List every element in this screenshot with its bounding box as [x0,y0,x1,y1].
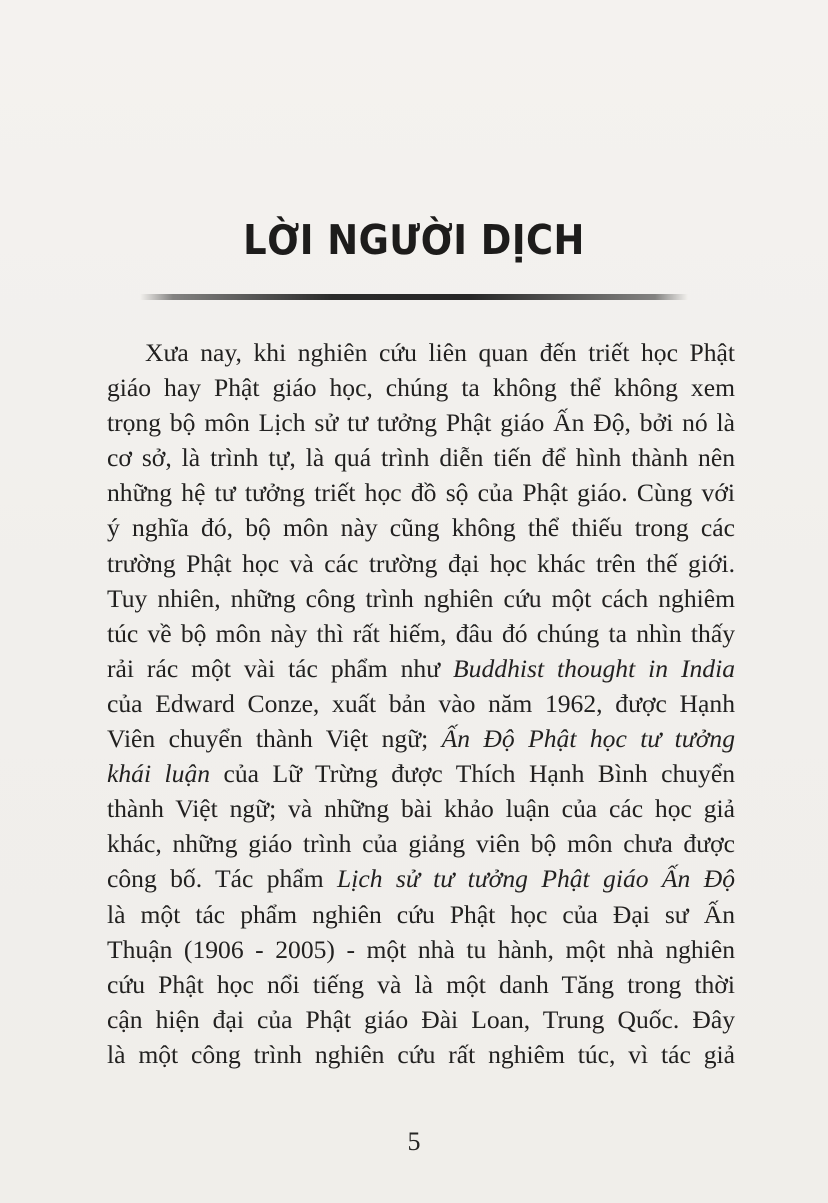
text-line [107,791,735,826]
text-line [107,370,735,405]
text-line [107,510,735,545]
text-line [107,651,735,686]
text-line [107,826,735,861]
text-line [107,546,735,581]
text-segment: Xưa nay, khi nghiên cứu liên quan đến triết học Phật [145,338,735,367]
text-segment: trường Phật học và các trường đại học khác trên thế giới. [107,548,735,578]
text-segment: của Lữ Trừng được Thích Hạnh Bình chuyển [210,759,736,789]
page-title: LỜI NGƯỜI DỊCH [243,216,585,264]
text-line [107,721,735,756]
text-segment: giáo hay Phật giáo học, chúng ta không thể không xem [107,373,735,403]
text-line [107,475,735,510]
italic-title: khái luận [107,759,211,789]
text-line [107,686,735,721]
text-segment: ý nghĩa đó, bộ môn này cũng không thể thiếu trong các [107,513,735,543]
text-line [107,932,735,967]
body-paragraph [107,335,735,1072]
text-line [107,581,735,616]
text-line [107,335,735,370]
text-line [107,616,735,651]
page-number: 5 [407,1127,421,1156]
text-segment: túc về bộ môn này thì rất hiếm, đâu đó chúng ta nhìn thấy [107,618,735,648]
text-line [107,967,735,1002]
text-segment: cận hiện đại của Phật giáo Đài Loan, Trung Quốc. Đây [107,1004,735,1034]
text-segment: là một tác phẩm nghiên cứu Phật học của Đại sư Ấn [107,899,735,929]
text-segment: là một công trình nghiên cứu rất nghiêm túc, vì tác giả [107,1039,735,1069]
text-segment: cứu Phật học nổi tiếng và là một danh Tăng trong thời [107,969,735,999]
text-segment: cơ sở, là trình tự, là quá trình diễn tiến để hình thành nên [107,443,735,473]
title-divider [140,294,688,300]
text-segment: những hệ tư tưởng triết học đồ sộ của Phật giáo. Cùng với [107,478,735,508]
text-segment: Tuy nhiên, những công trình nghiên cứu một cách nghiêm [107,583,735,613]
text-line [107,440,735,475]
text-segment: công bố. Tác phẩm [107,864,337,894]
text-line [107,1037,735,1072]
text-segment: rải rác một vài tác phẩm như [107,653,454,683]
italic-title: Lịch sử tư tưởng Phật giáo Ấn Độ [337,864,735,894]
text-line [107,897,735,932]
text-line [107,1002,735,1037]
text-segment: thành Việt ngữ; và những bài khảo luận của các học giả [107,794,735,824]
text-segment: khác, những giáo trình của giảng viên bộ môn chưa được [107,829,735,859]
text-segment: của Edward Conze, xuất bản vào năm 1962, được Hạnh [107,688,735,718]
text-segment: trọng bộ môn Lịch sử tư tưởng Phật giáo Ấn Độ, bởi nó là [107,408,735,438]
italic-title: Ấn Độ Phật học tư tưởng [441,724,735,754]
text-segment: Thuận (1906 - 2005) - một nhà tu hành, một nhà nghiên [107,934,735,964]
text-line [107,405,735,440]
italic-title: Buddhist thought in India [453,653,735,683]
text-line [107,756,735,791]
text-line [107,861,735,896]
text-segment: Viên chuyển thành Việt ngữ; [107,724,442,754]
